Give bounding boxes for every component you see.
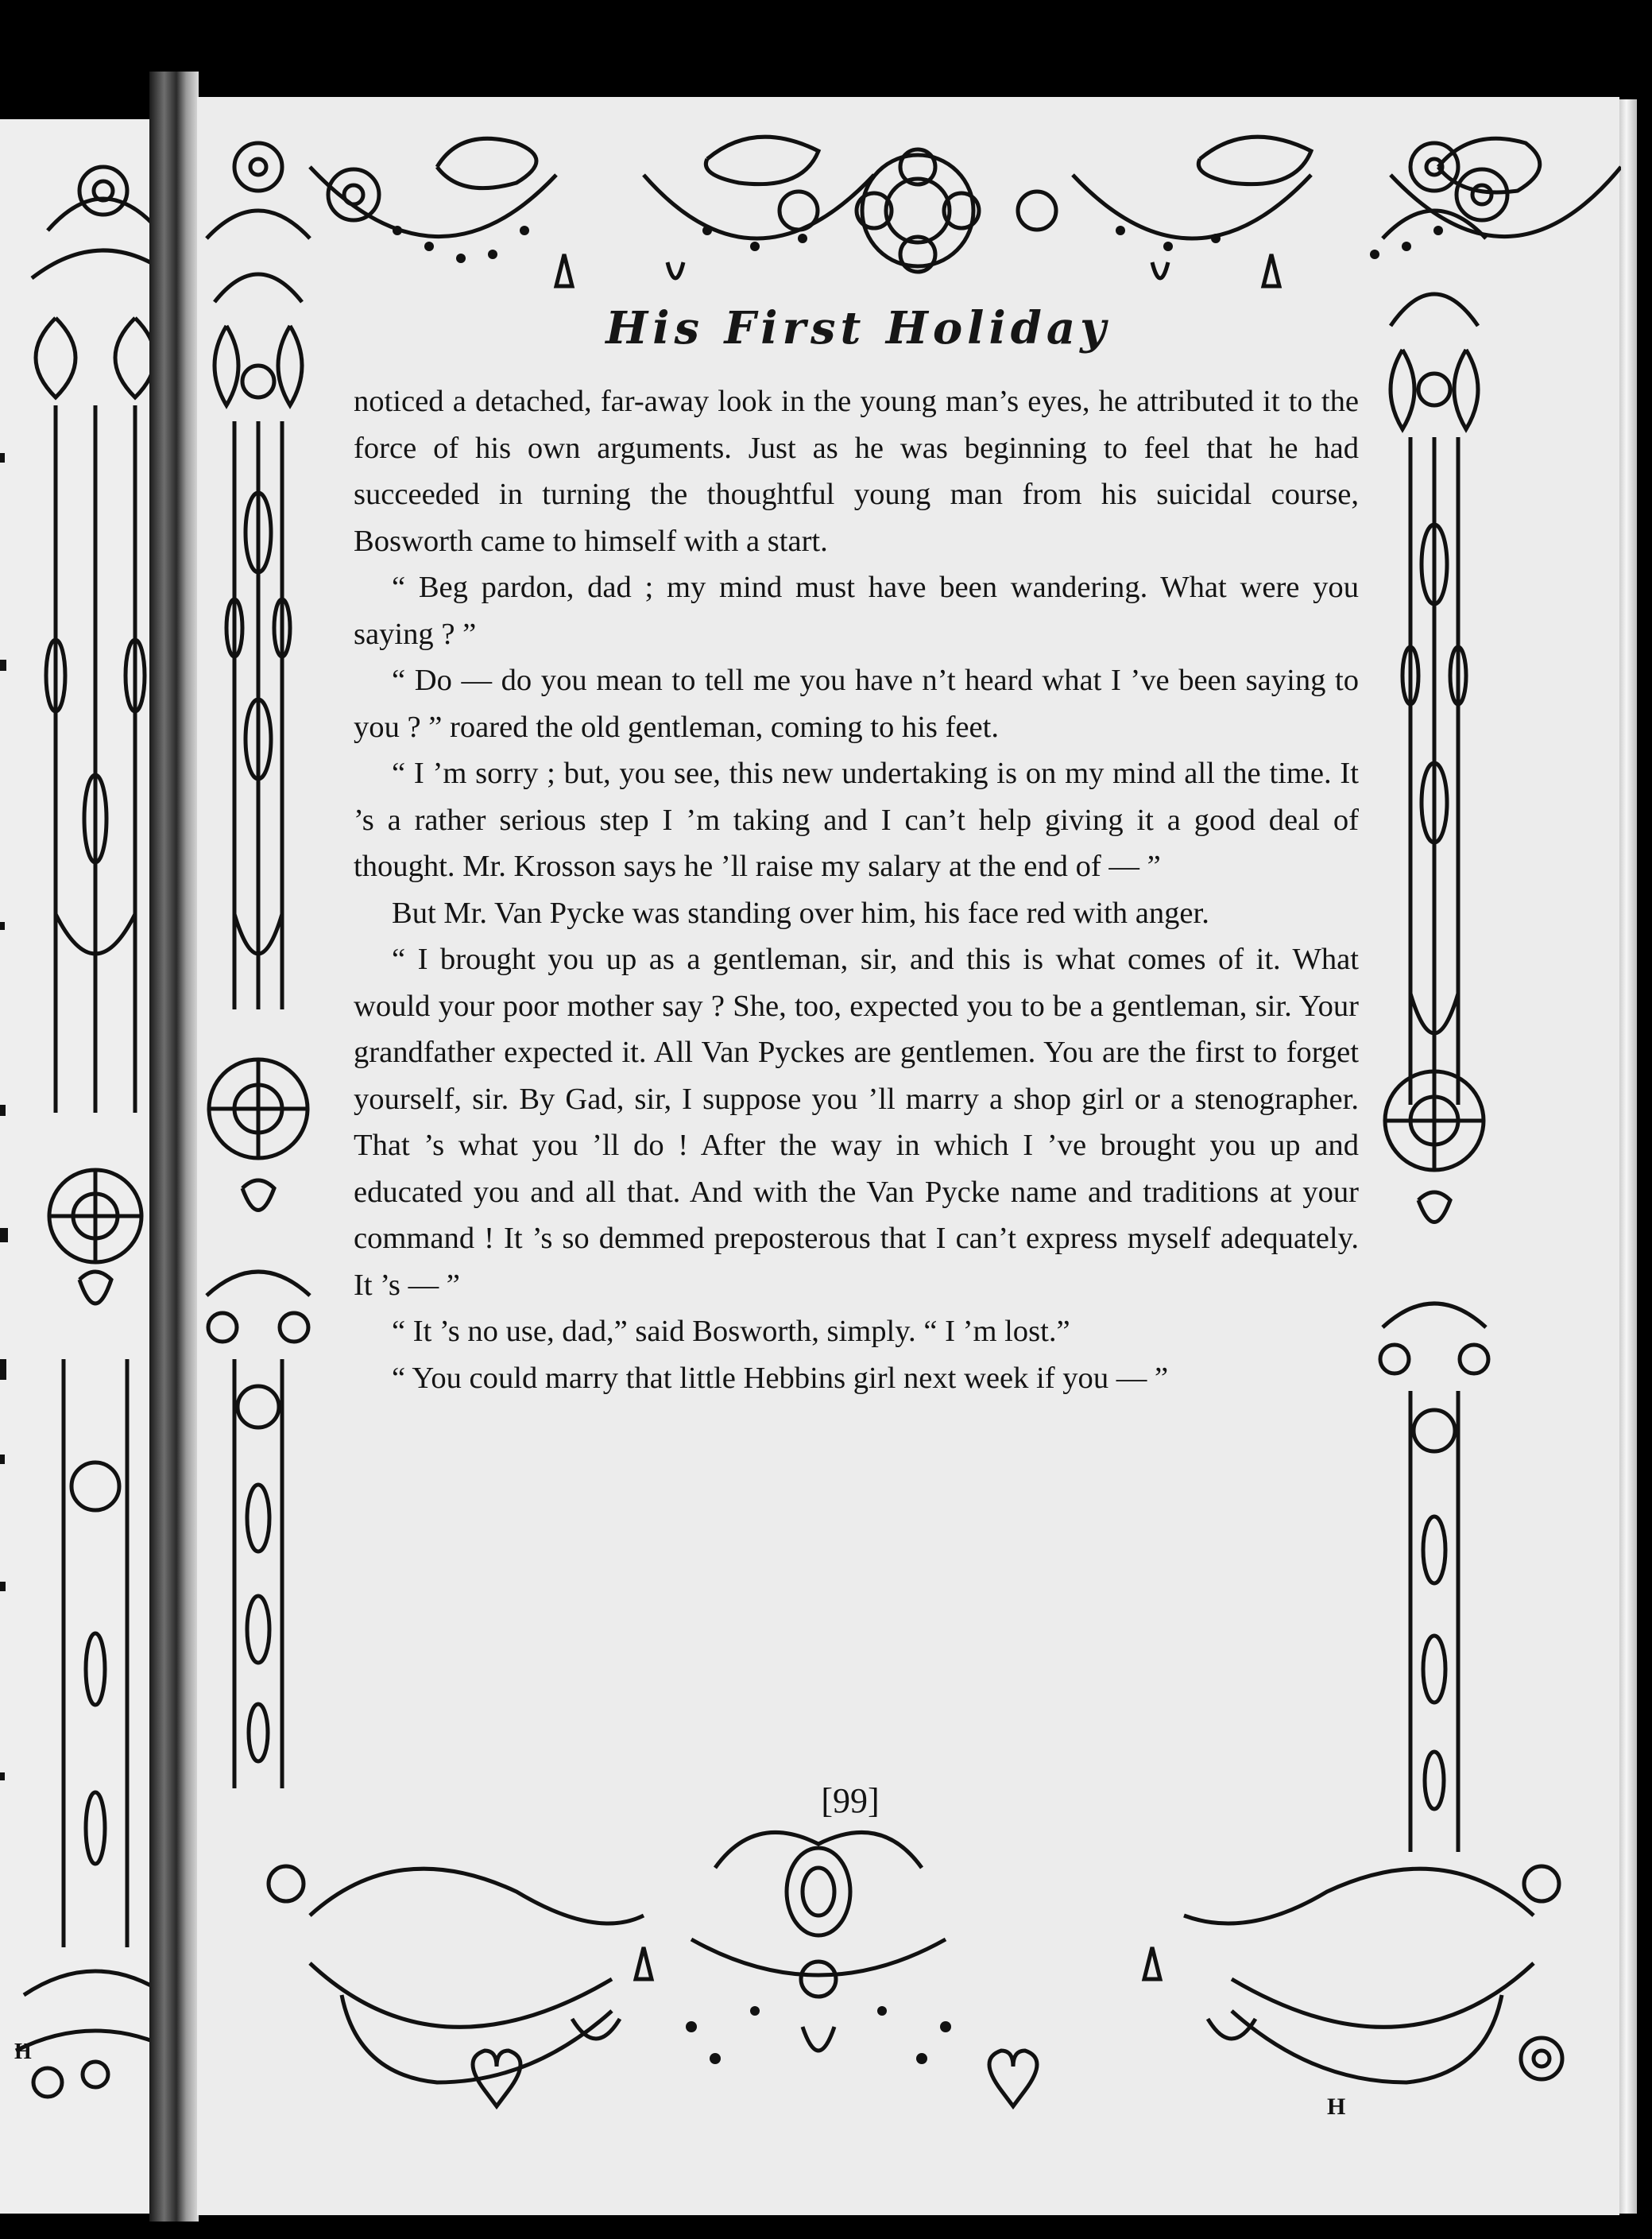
right-border-ornament [1363,119,1498,1900]
paragraph: “ It ’s no use, dad,” said Bosworth, simply. “ I ’m lost.” [392,1315,1070,1348]
paragraph: “ I brought you up as a gentleman, sir, and this is what comes of it. What would your poor mother say ? She, too, expected you to be a gentleman, sir. Your grandfather expected it. All Van Pyckes are gentlemen. You are the first to forget yourself, sir. By Gad, sir, I suppose you ’ll marry a shop girl or a stenographer. That ’s what you ’ll do ! After the way in which I ’ve brought you up and educated you and all that. And with the Van Pycke name and traditions at your command ! It ’s so demmed preposterous that I can’t express myself adequately. It ’s — ” [354,943,1359,1302]
paragraph: “ Beg pardon, dad ; my mind must have been wandering. What were you saying ? ” [354,571,1359,651]
paragraph: “ I ’m sorry ; but, you see, this new undertaking is on my mind all the time. It ’s a rather serious step I ’m taking and I can’t help giving it a good deal of thought. Mr. Krosson says he ’ll raise my salary at the end of — ” [354,757,1359,883]
body-text [354,378,1359,1401]
page-edge [1619,99,1637,2214]
book-gutter [149,72,199,2222]
paragraph: noticed a detached, far-away look in the young man’s eyes, he attributed it to the force of his own arguments. Just as he was beginning to feel that he had succeeded in turning the thoughtful young man from his suicidal course, Bosworth came to himself with a start. [354,385,1359,558]
paragraph: “ You could marry that little Hebbins girl next week if you — ” [392,1361,1169,1395]
page-monogram: H [1327,2094,1346,2120]
left-border-ornament [199,119,334,1900]
running-head: His First Holiday [605,302,1111,354]
paragraph: But Mr. Van Pycke was standing over him, his face red with anger. [392,896,1209,930]
left-page-monogram: H [14,2040,32,2064]
left-page-cropped-text-marks [0,453,8,1780]
page-number: [99] [821,1781,880,1820]
paragraph: “ Do — do you mean to tell me you have n’t heard what I ’ve been saying to you ? ” roared the old gentleman, coming to his feet. [354,664,1359,744]
bottom-border-ornament [199,1820,1621,2138]
